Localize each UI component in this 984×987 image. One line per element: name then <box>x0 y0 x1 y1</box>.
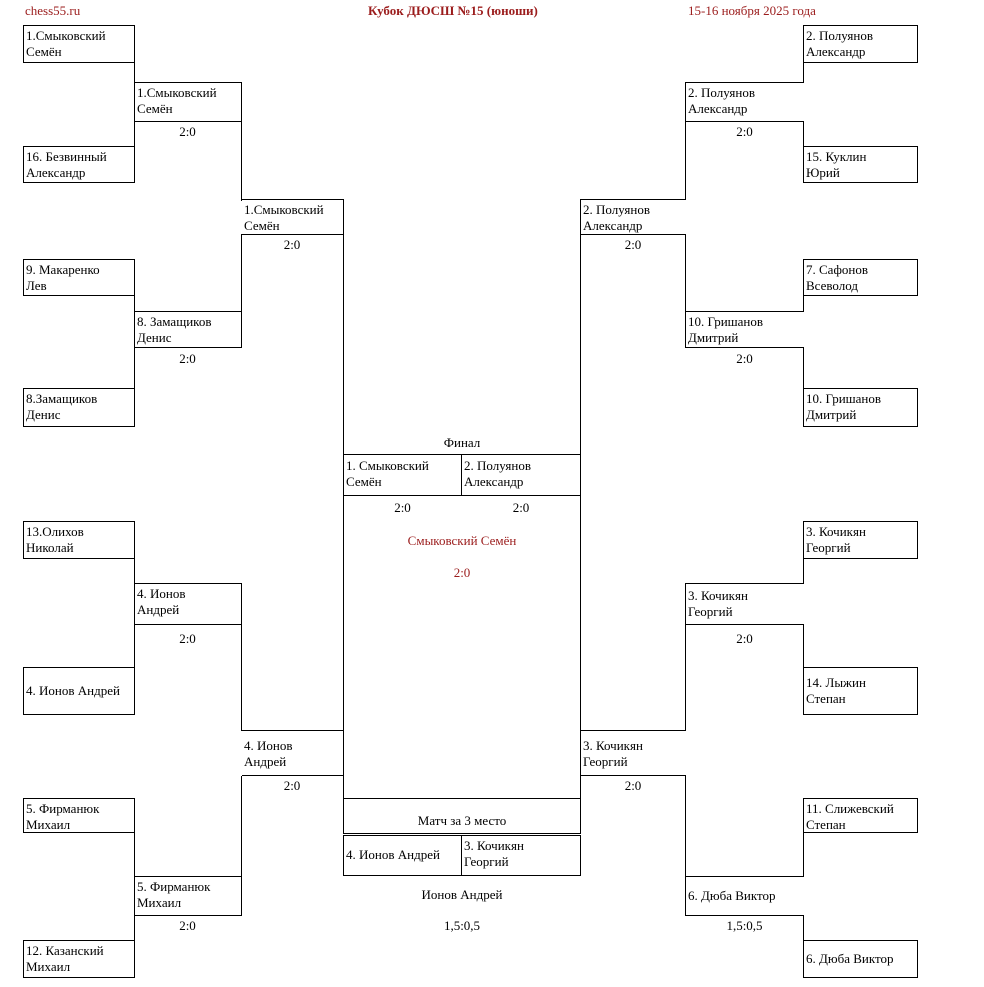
final-winner: Смыковский Семён <box>407 533 517 548</box>
r1-left-7: 5. Фирманюк Михаил <box>23 798 135 833</box>
r2-right-1-score: 2:0 <box>736 124 753 139</box>
r1-right-4: 10. Гришанов Дмитрий <box>803 388 918 427</box>
r1-left-5: 13.Олихов Николай <box>23 521 135 559</box>
final-right-score: 2:0 <box>512 500 530 515</box>
r2-right-1: 2. Полуянов Александр <box>685 82 804 122</box>
third-left-player: 4. Ионов Андрей <box>344 847 460 867</box>
r2-right-3: 3. Кочикян Георгий <box>685 583 804 625</box>
r1-left-1: 1.Смыковский Семён <box>23 25 135 63</box>
r1-left-4: 8.Замащиков Денис <box>23 388 135 427</box>
r2-right-4: 6. Дюба Виктор <box>685 876 804 916</box>
final-left-player: 1. Смыковский Семён <box>344 457 460 494</box>
r1-left-6: 4. Ионов Андрей <box>23 667 135 715</box>
third-place-label: Матч за 3 место <box>343 798 581 834</box>
semi-left-2-score: 2:0 <box>283 778 301 793</box>
r2-left-4: 5. Фирманюк Михаил <box>135 876 242 916</box>
r1-left-3: 9. Макаренко Лев <box>23 259 135 296</box>
r2-left-1-score: 2:0 <box>179 124 196 139</box>
r1-right-8: 6. Дюба Виктор <box>803 940 918 978</box>
r1-right-5: 3. Кочикян Георгий <box>803 521 918 559</box>
r2-left-1: 1.Смыковский Семён <box>135 82 242 122</box>
final-winner-score: 2:0 <box>453 565 471 580</box>
final-left-score: 2:0 <box>394 500 411 515</box>
semi-right-2-score: 2:0 <box>624 778 642 793</box>
r2-right-2-score: 2:0 <box>736 351 753 366</box>
r1-right-1: 2. Полуянов Александр <box>803 25 918 63</box>
final-label: Финал <box>443 435 481 450</box>
semi-left-2: 4. Ионов Андрей <box>242 730 344 776</box>
r1-right-6: 14. Лыжин Степан <box>803 667 918 715</box>
semi-right-1-score: 2:0 <box>624 237 642 252</box>
r2-left-3: 4. Ионов Андрей <box>135 583 242 625</box>
third-right-player: 3. Кочикян Георгий <box>462 838 580 874</box>
r1-right-2: 15. Куклин Юрий <box>803 146 918 183</box>
semi-left-1-score: 2:0 <box>283 237 301 252</box>
r2-right-4-score: 1,5:0,5 <box>726 918 763 933</box>
r1-right-3: 7. Сафонов Всеволод <box>803 259 918 296</box>
semi-left-1: 1.Смыковский Семён <box>242 199 344 235</box>
r2-right-2: 10. Гришанов Дмитрий <box>685 311 804 348</box>
third-winner-score: 1,5:0,5 <box>443 918 481 933</box>
semi-right-1: 2. Полуянов Александр <box>580 199 686 235</box>
site-name[interactable]: chess55.ru <box>25 3 81 18</box>
tournament-dates: 15-16 ноября 2025 года <box>688 3 816 18</box>
semi-right-2: 3. Кочикян Георгий <box>580 730 686 776</box>
r2-right-3-score: 2:0 <box>736 631 753 646</box>
r2-left-3-score: 2:0 <box>179 631 196 646</box>
third-winner: Ионов Андрей <box>421 887 503 902</box>
tournament-title: Кубок ДЮСШ №15 (юноши) <box>368 3 538 18</box>
final-right-player: 2. Полуянов Александр <box>462 457 580 494</box>
r1-left-8: 12. Казанский Михаил <box>23 940 135 978</box>
r1-right-7: 11. Слижевский Степан <box>803 798 918 833</box>
r1-left-2: 16. Безвинный Александр <box>23 146 135 183</box>
r2-left-2-score: 2:0 <box>179 351 196 366</box>
r2-left-2: 8. Замащиков Денис <box>135 311 242 348</box>
r2-left-4-score: 2:0 <box>179 918 196 933</box>
